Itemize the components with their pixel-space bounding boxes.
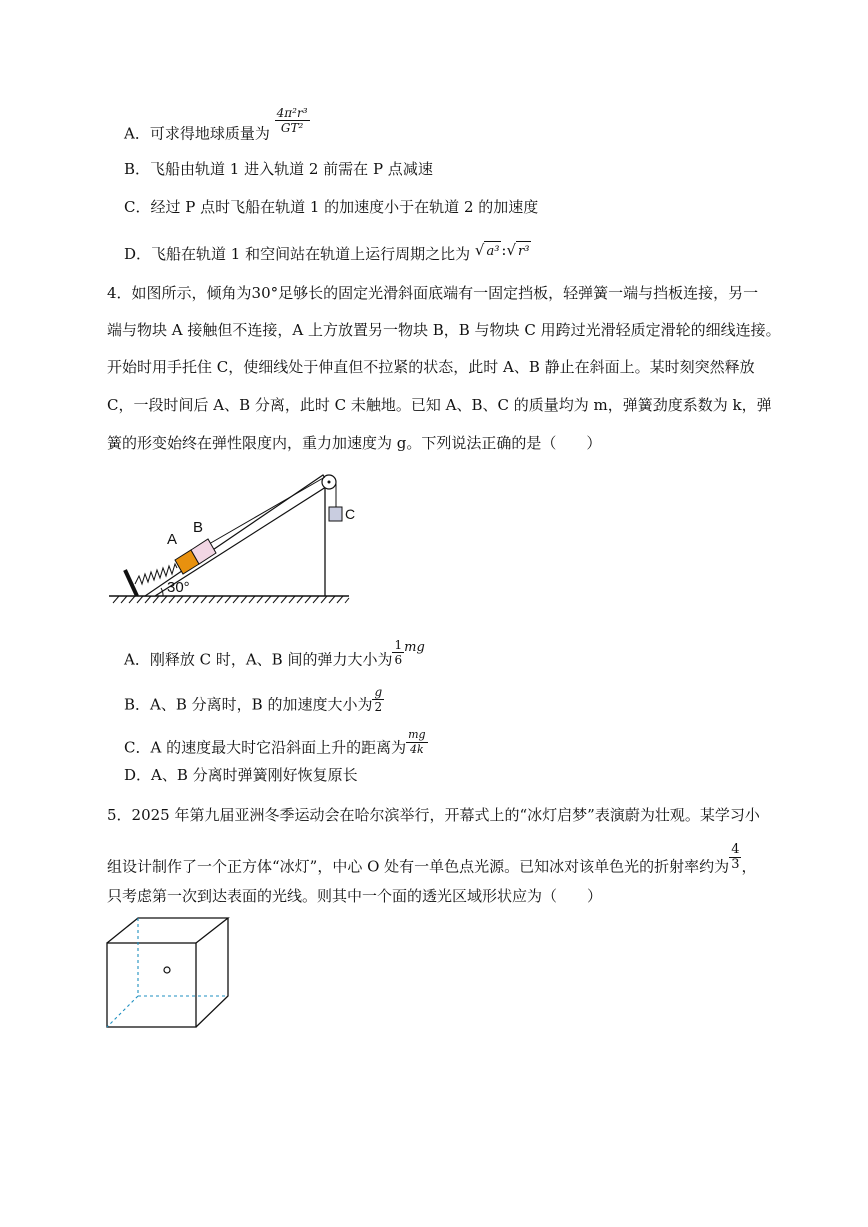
cube-right-edges [196,918,228,1027]
block-c [329,507,342,521]
ground-hatch [113,596,349,603]
q4-stem-line-5: 簧的形变始终在弹性限度内，重力加速度为 g。下列说法正确的是（ ） [107,434,602,452]
label-angle: 30° [167,579,190,596]
q4-stem-line-2: 端与物块 A 接触但不连接，A 上方放置另一物块 B，B 与物块 C 用跨过光滑轻质定滑轮的细线连接。 [107,321,781,339]
q3-option-b: B．飞船由轨道 1 进入轨道 2 前需在 P 点减速 [124,160,433,178]
q4-option-b [124,685,384,720]
light-source-point [164,967,170,973]
q3-option-d-sqrt-a: a³ [484,241,501,262]
q4-option-c-fraction [406,728,427,757]
pulley-axle [328,481,331,484]
q4-stem-line-4: C，一段时间后 A、B 分离，此时 C 未触地。已知 A、B、C 的质量均为 m，弹簧劲度系数为 k，弹 [107,396,772,414]
q3-option-d-text: D．飞船在轨道 1 和空间站在轨道上运行周期之比为 [124,245,471,263]
q4-option-d: D．A、B 分离时弹簧刚好恢复原长 [124,766,358,784]
q4-option-a-fraction [392,638,404,667]
q4-option-c-numerator: mg [408,728,426,741]
q4-option-b-fraction [372,685,384,714]
q4-stem-line-3: 开始时用手托住 C，使细线处于伸直但不拉紧的状态，此时 A、B 静止在斜面上。某时刻突然释放 [107,358,755,376]
q3-option-c: C．经过 P 点时飞船在轨道 1 的加速度小于在轨道 2 的加速度 [124,198,539,216]
q5-stem-line-2-text: 组设计制作了一个正方体“冰灯”，中心 O 处有一单色点光源。已知冰对该单色光的折射率约为 [107,857,730,876]
q4-option-c-text: C．A 的速度最大时它沿斜面上升的距离为 [124,738,407,757]
q5-refractive-index-fraction [729,843,741,872]
q3-option-a-text: A．可求得地球质量为 [124,124,270,143]
q3-option-d [124,241,531,266]
q5-stem-line-2 [107,842,757,882]
q3-option-a [124,106,310,149]
q4-option-a-denominator: 6 [394,653,403,667]
q3-option-a-fraction [275,106,310,135]
q4-option-c-denominator: 4k [410,743,424,756]
q3-option-d-separator: : [501,241,507,259]
q3-option-d-sqrt-r: r³ [516,241,531,262]
q4-stem-line-1: 4．如图所示，倾角为30°足够长的固定光滑斜面底端有一固定挡板，轻弹簧一端与挡板连接，另一 [107,284,759,302]
q4-option-a-numerator: 1 [394,638,403,652]
incline-figure [105,468,365,608]
q3-option-a-numerator: 4π²r³ [276,106,308,120]
string-incline [209,477,325,544]
label-c: C [345,506,356,522]
q4-option-a-text: A．刚释放 C 时，A、B 间的弹力大小为 [124,650,393,669]
q5-fraction-denominator: 3 [731,857,740,872]
cube-figure [102,912,238,1032]
q5-stem-line-2-end: ， [741,857,757,876]
q4-option-c [124,728,428,763]
q4-option-a-suffix: mg [404,639,425,655]
q5-stem-line-3: 只考虑第一次到达表面的光线。则其中一个面的透光区域形状应为（ ） [107,887,603,905]
q4-option-a [124,638,425,675]
q4-option-b-text: B．A、B 分离时，B 的加速度大小为 [124,695,373,714]
q5-fraction-numerator: 4 [731,842,740,857]
cube-top-edges [107,918,228,943]
q3-option-a-denominator: GT² [280,121,304,135]
q4-option-b-numerator: g [374,685,383,699]
q4-option-b-denominator: 2 [374,700,383,714]
q5-stem-line-1: 5．2025 年第九届亚洲冬季运动会在哈尔滨举行，开幕式上的“冰灯启梦”表演蔚为壮观。某学习小 [107,806,760,824]
label-b: B [193,519,204,536]
label-a: A [167,531,178,548]
q3-option-d-expression: √ a³ :√ r³ [475,241,532,259]
